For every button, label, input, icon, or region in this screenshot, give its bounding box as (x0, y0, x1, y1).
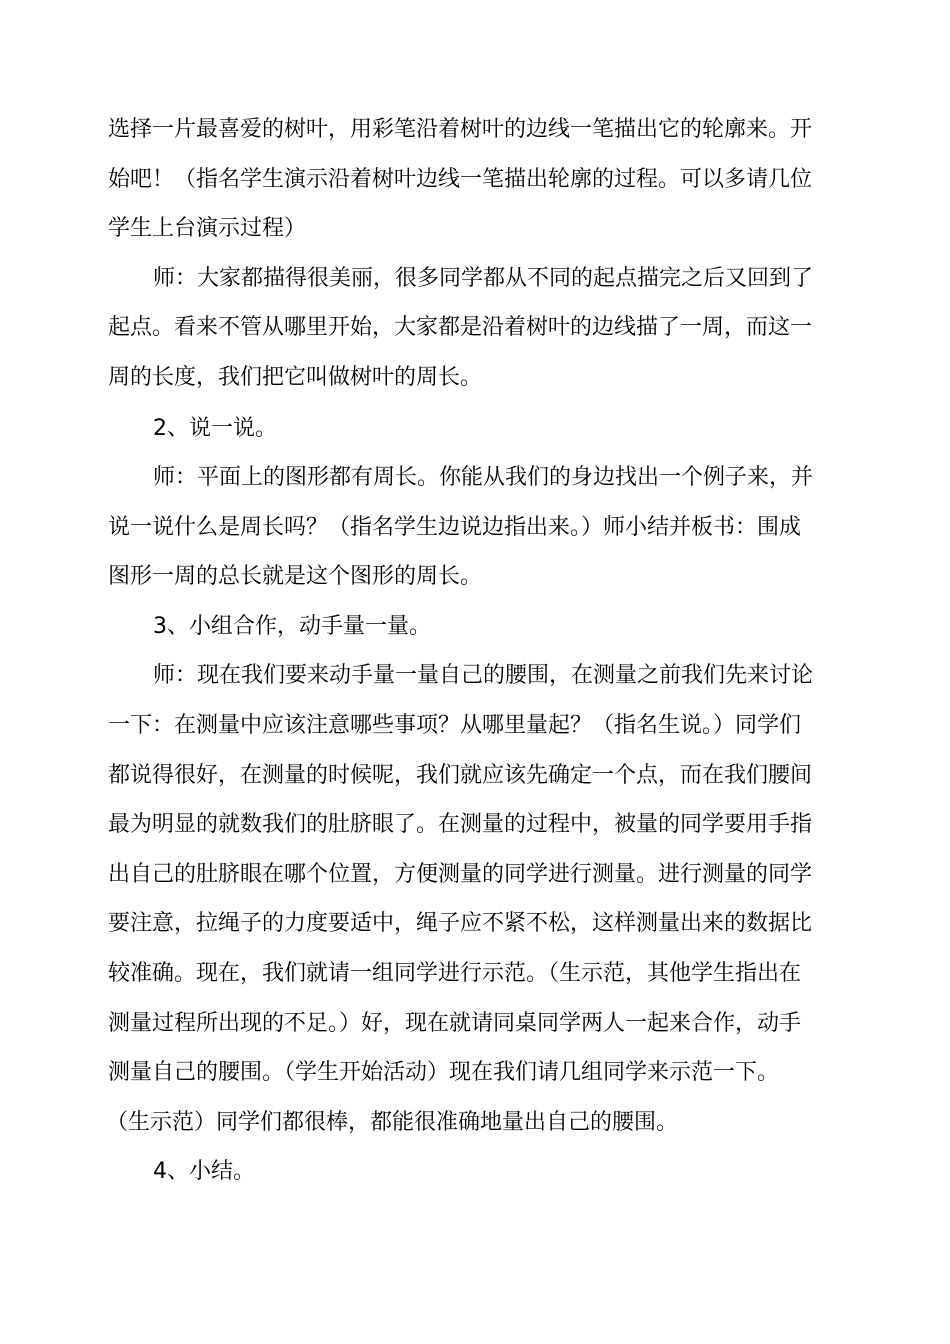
text-line: 较准确。现在，我们就请一组同学进行示范。（生示范，其他学生指出在 (108, 961, 802, 986)
text-line: 说一说什么是周长吗？（指名学生边说边指出来。）师小结并板书：围成 (108, 515, 802, 540)
text-line: 始吧！（指名学生演示沿着树叶边线一笔描出轮廓的过程。可以多请几位 (108, 167, 813, 192)
text-line: （生示范）同学们都很棒，都能很准确地量出自己的腰围。 (106, 1110, 679, 1135)
text-line: 要注意，拉绳子的力度要适中，绳子应不紧不松，这样测量出来的数据比 (108, 911, 813, 936)
text-line: 出自己的肚脐眼在哪个位置，方便测量的同学进行测量。进行测量的同学 (108, 862, 813, 887)
text-line: 图形一周的总长就是这个图形的周长。 (108, 564, 483, 589)
section-heading: 3、小组合作，动手量一量。 (153, 614, 431, 639)
text-line: 测量过程所出现的不足。）好，现在就请同桌同学两人一起来合作，动手 (108, 1011, 802, 1036)
paragraph-start-line: 师：平面上的图形都有周长。你能从我们的身边找出一个例子来，并 (153, 465, 814, 490)
text-line: 都说得很好，在测量的时候呢，我们就应该先确定一个点，而在我们腰间 (108, 763, 813, 788)
text-line: 一下：在测量中应该注意哪些事项？从哪里量起？（指名生说。）同学们 (108, 713, 802, 738)
text-line: 测量自己的腰围。（学生开始活动）现在我们请几组同学来示范一下。 (108, 1060, 780, 1085)
text-line: 学生上台演示过程） (108, 216, 307, 241)
paragraph-start-line: 师：现在我们要来动手量一量自己的腰围，在测量之前我们先来讨论 (153, 663, 814, 688)
section-heading: 4、小结。 (153, 1159, 255, 1184)
text-line: 选择一片最喜爱的树叶，用彩笔沿着树叶的边线一笔描出它的轮廓来。开 (108, 117, 813, 142)
paragraph-start-line: 师：大家都描得很美丽，很多同学都从不同的起点描完之后又回到了 (153, 266, 814, 291)
text-line: 起点。看来不管从哪里开始，大家都是沿着树叶的边线描了一周，而这一 (108, 315, 813, 340)
section-heading: 2、说一说。 (153, 416, 277, 441)
text-line: 最为明显的就数我们的肚脐眼了。在测量的过程中，被量的同学要用手指 (108, 812, 813, 837)
text-line: 周的长度，我们把它叫做树叶的周长。 (108, 365, 483, 390)
